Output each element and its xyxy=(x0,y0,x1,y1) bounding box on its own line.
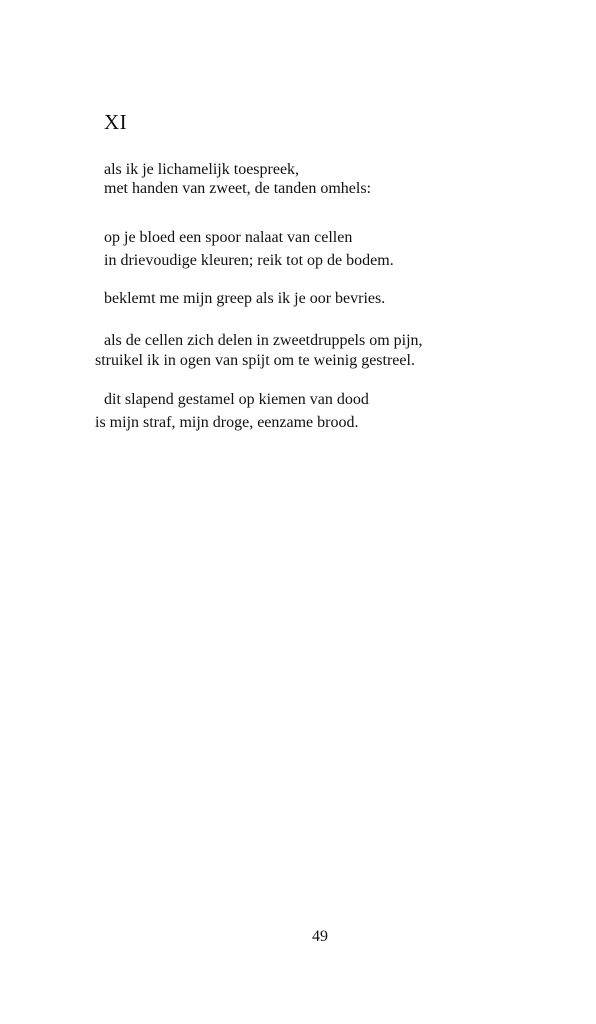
poem-line: beklemt me mijn greep als ik je oor bevries. xyxy=(104,290,386,307)
poem-line: met handen van zweet, de tanden omhels: xyxy=(104,180,372,197)
poem-line: als ik je lichamelijk toespreek, xyxy=(104,161,300,178)
page-number: 49 xyxy=(312,928,328,945)
poem-line: dit slapend gestamel op kiemen van dood xyxy=(104,391,369,408)
poem-line: op je bloed een spoor nalaat van cellen xyxy=(104,229,353,246)
poem-line: is mijn straf, mijn droge, eenzame brood. xyxy=(95,414,359,431)
poem-line: in drievoudige kleuren; reik tot op de bodem. xyxy=(104,252,394,269)
poem-line: als de cellen zich delen in zweetdruppels om pijn, xyxy=(104,332,423,349)
poem-title: XI xyxy=(104,110,128,134)
poem-line: struikel ik in ogen van spijt om te weinig gestreel. xyxy=(95,352,415,369)
